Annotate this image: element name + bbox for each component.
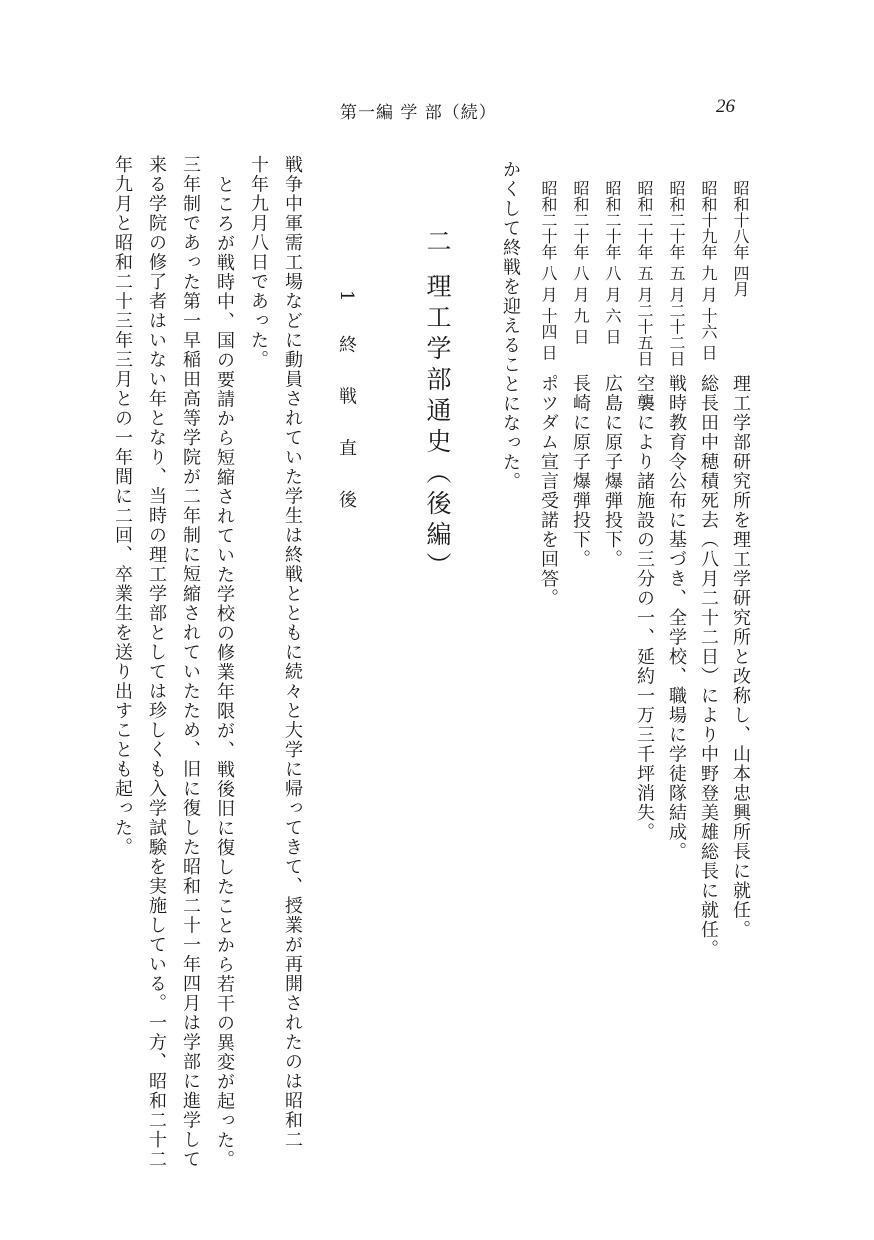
- timeline-event: 理工学部研究所を理工学研究所と改称し、山本忠興所長に就任。: [730, 374, 751, 940]
- timeline-event: ポツダム宣言受諾を回答。: [538, 374, 559, 608]
- timeline-event: 長崎に原子爆弾投下。: [570, 374, 591, 569]
- body-line: 来る学院の修了者はいない年となり、当時の理工学部としては珍しくも入学試験を実施している。一方、昭和二十二: [146, 155, 167, 1169]
- timeline-date: 昭和二十年 五 月二十五日: [635, 180, 654, 367]
- timeline-event: 戦時教育令公布に基づき、全学校、職場に学徒隊結成。: [666, 374, 687, 862]
- timeline-event: 総長田中穂積死去（八月二十二日）により中野登美雄総長に就任。: [698, 374, 719, 959]
- section-heading: 二 理工学部通史（後編）: [423, 228, 452, 583]
- body-line: 三年制であった第一早稲田高等学院が二年制に短縮されていたため、旧に復した昭和二十一年四月は学部に進学して: [180, 155, 201, 1169]
- timeline-date: 昭和十九年 九 月 十六 日: [699, 180, 718, 361]
- timeline-date: 昭和二十年 八 月 六 日: [603, 180, 622, 345]
- body-line: 戦争中軍需工場などに動員されていた学生は終戦とともに続々と大学に帰ってきて、授業が再開されたのは昭和二: [282, 155, 303, 1150]
- timeline-date: 昭和二十年 五 月二十二日: [667, 180, 686, 367]
- body-line: 十年九月八日であった。: [248, 155, 269, 370]
- body-line: ところが戦時中、国の要請から短縮されていた学校の修業年限が、戦後旧に復したことから若干の異変が起った。: [214, 175, 235, 1170]
- timeline-event: 空襲により諸施設の三分の一、延約一万三千坪消失。: [634, 374, 655, 842]
- timeline-date: 昭和十八年 四月: [731, 180, 750, 298]
- closing-line: かくして終戦を迎えることになった。: [500, 160, 521, 492]
- timeline-event: 広島に原子爆弾投下。: [602, 374, 623, 569]
- body-line: 年九月と昭和二十三年三月との一年間に二回、卒業生を送り出すことも起った。: [112, 155, 133, 857]
- subsection-heading: 1 終 戦 直 後: [336, 290, 357, 523]
- timeline-date: 昭和二十年 八 月 十四 日: [539, 180, 558, 361]
- timeline-date: 昭和二十年 八 月 九 日: [571, 180, 590, 345]
- page-number: 26: [716, 96, 735, 117]
- running-header-title: 第一編 学 部（続）: [340, 103, 497, 123]
